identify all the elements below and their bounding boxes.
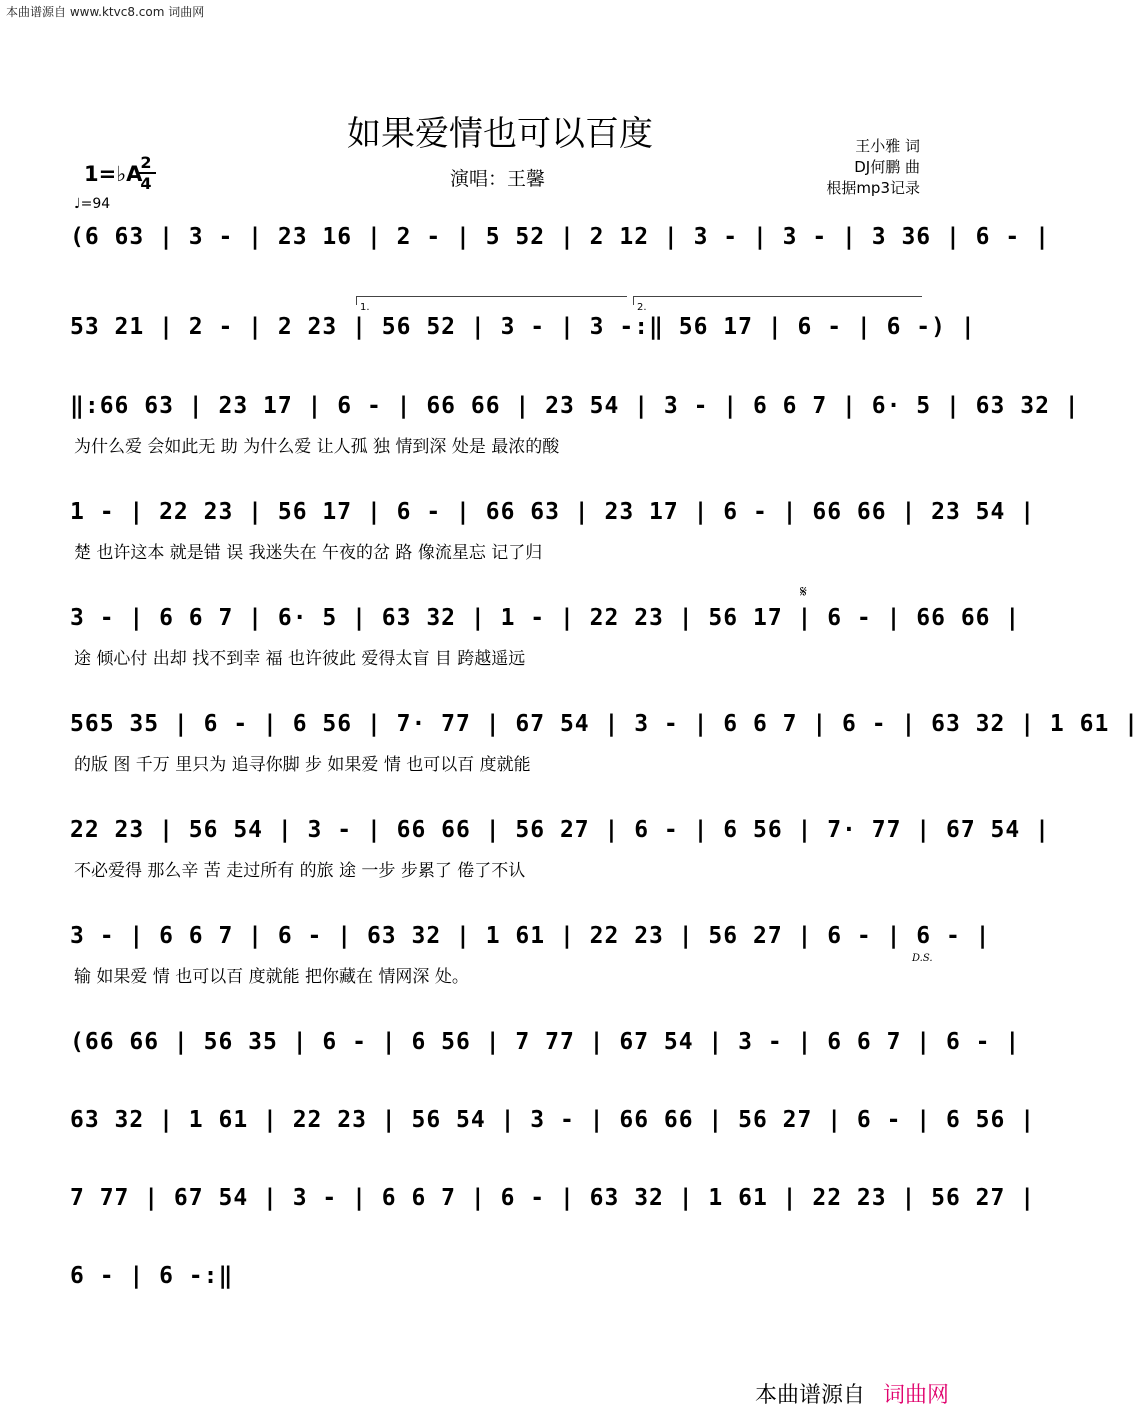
score-row-4-lyrics: 楚 也许这本 就是错 误 我迷失在 午夜的岔 路 像流星忘 记了归 (74, 543, 543, 563)
score-row-7-lyrics: 不必爱得 那么辛 苦 走过所有 的旅 途 一步 步累了 倦了不认 (74, 861, 526, 881)
time-signature-bottom: 4 (140, 174, 152, 193)
score-row-9-notes: (66 66 | 56 35 | 6 - | 6 56 | 7 77 | 67 54 | 3 - | 6 6 7 | 6 - | (70, 1029, 1021, 1055)
tempo-marking: ♩=94 (74, 196, 111, 212)
score-row-10-notes: 63 32 | 1 61 | 22 23 | 56 54 | 3 - | 66 66 | 56 27 | 6 - | 6 56 | (70, 1107, 1036, 1133)
score-row-12-notes: 6 - | 6 -:‖ (70, 1263, 234, 1289)
score-row-5-lyrics: 途 倾心付 出却 找不到幸 福 也许彼此 爱得太盲 目 跨越遥远 (74, 649, 526, 669)
singer-credit: 演唱：王馨 (450, 168, 546, 190)
score-row-3-notes: ‖:66 63 | 23 17 | 6 - | 66 66 | 23 54 | 3 - | 6 6 7 | 6· 5 | 63 32 | (70, 393, 1080, 419)
score-row-3-lyrics: 为什么爱 会如此无 助 为什么爱 让人孤 独 情到深 处是 最浓的酸 (74, 437, 560, 457)
composer-credit: DJ何鹏 曲 (854, 158, 920, 176)
dal-segno-mark: D.S. (912, 953, 933, 964)
score-row-8-notes: 3 - | 6 6 7 | 6 - | 63 32 | 1 61 | 22 23 | 56 27 | 6 - | 6 - | (70, 923, 991, 949)
watermark-bottom-left: 本曲谱源自 (755, 1383, 866, 1408)
credits (800, 136, 920, 199)
watermark-bottom (755, 1378, 949, 1409)
score-row-5-notes: 3 - | 6 6 7 | 6· 5 | 63 32 | 1 - | 22 23 | 56 17 | 6 - | 66 66 | (70, 605, 1021, 631)
time-signature-top: 2 (140, 153, 152, 172)
second-ending-label: 2. (637, 302, 647, 313)
score-row-7-notes: 22 23 | 56 54 | 3 - | 66 66 | 56 27 | 6 - | 6 56 | 7· 77 | 67 54 | (70, 817, 1050, 843)
lyricist-credit: 王小雅 词 (855, 137, 920, 155)
score-row-6-lyrics: 的版 图 千万 里只为 追寻你脚 步 如果爱 情 也可以百 度就能 (74, 755, 531, 775)
score-row-4-notes: 1 - | 22 23 | 56 17 | 6 - | 66 63 | 23 17 | 6 - | 66 66 | 23 54 | (70, 499, 1036, 525)
time-signature (136, 154, 156, 192)
first-ending-bracket (356, 296, 627, 313)
watermark-top: 本曲谱源自 www.ktvc8.com 词曲网 (6, 5, 205, 19)
score-row-1-notes: (6 63 | 3 - | 23 16 | 2 - | 5 52 | 2 12 | 3 - | 3 - | 3 36 | 6 - | (70, 224, 1050, 250)
transcription-note: 根据mp3记录 (826, 179, 920, 197)
first-ending-label: 1. (360, 302, 370, 313)
score-row-11-notes: 7 77 | 67 54 | 3 - | 6 6 7 | 6 - | 63 32 | 1 61 | 22 23 | 56 27 | (70, 1185, 1036, 1211)
score-row-2-notes: 53 21 | 2 - | 2 23 | 56 52 | 3 - | 3 -:‖ 56 17 | 6 - | 6 -) | (70, 314, 976, 340)
watermark-bottom-right: 词曲网 (883, 1383, 950, 1408)
song-title: 如果爱情也可以百度 (347, 114, 653, 154)
score-row-6-notes: 565 35 | 6 - | 6 56 | 7· 77 | 67 54 | 3 - | 6 6 7 | 6 - | 63 32 | 1 61 | (70, 711, 1139, 737)
second-ending-bracket (633, 296, 922, 313)
key-signature: 1=♭A (84, 162, 143, 186)
segno-sign: 𝄋 (800, 582, 807, 601)
score-row-8-lyrics: 输 如果爱 情 也可以百 度就能 把你藏在 情网深 处。 (74, 967, 469, 987)
